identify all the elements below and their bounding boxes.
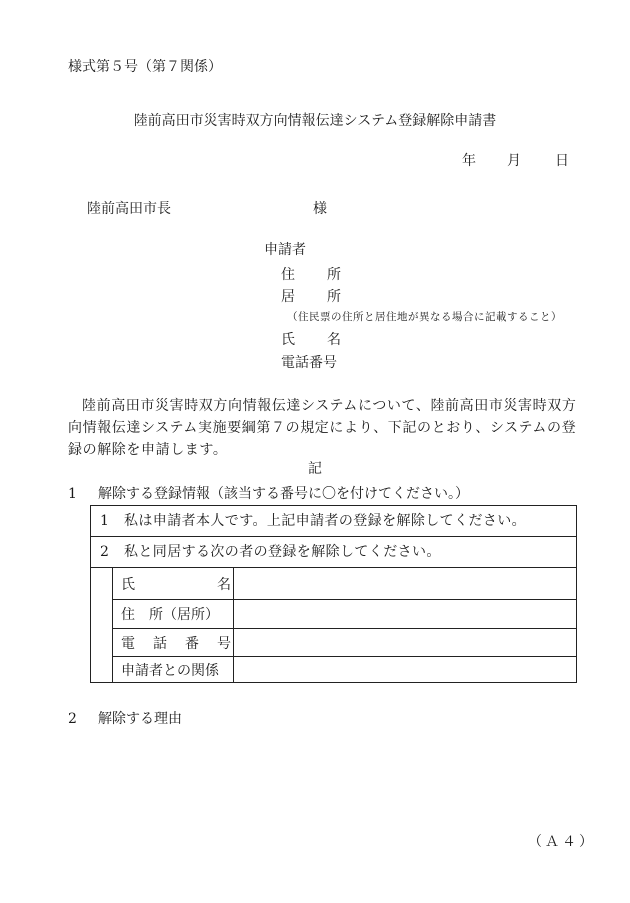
table-row-address	[113, 599, 577, 628]
applicant-name-label-1: 氏	[281, 332, 295, 348]
registration-info-box	[90, 505, 577, 683]
applicant-address-label-1: 住	[281, 267, 295, 283]
relationship-label-text: 申請者との関係	[121, 663, 219, 679]
applicant-label: 申請者	[264, 242, 306, 258]
applicant-phone-label: 電話番号	[281, 355, 337, 371]
option-2-number: 2	[100, 544, 110, 560]
phone-label-char-4: 号	[217, 635, 231, 652]
phone-label-char-1: 電	[121, 635, 135, 652]
option-1-row[interactable]	[91, 506, 576, 537]
name-field[interactable]	[233, 568, 577, 599]
relationship-label	[121, 657, 231, 683]
table-row-phone	[113, 628, 577, 656]
address-field[interactable]	[233, 600, 577, 628]
date-day-label: 日	[555, 153, 569, 169]
section-2-number: 2	[68, 711, 77, 727]
phone-label	[121, 629, 231, 656]
option-2-row[interactable]	[91, 537, 576, 568]
date-year-label: 年	[462, 153, 476, 169]
address-label-text: 住 所（居所）	[121, 607, 219, 623]
phone-field[interactable]	[233, 629, 577, 656]
name-label-char-2: 名	[217, 576, 231, 593]
option-2-text: 私と同居する次の者の登録を解除してください。	[124, 544, 441, 560]
household-member-table	[112, 568, 577, 683]
relationship-field[interactable]	[233, 657, 577, 683]
addressee: 陸前高田市長	[87, 201, 171, 217]
section-1-number: 1	[68, 486, 77, 502]
table-row-relationship	[113, 656, 577, 683]
option-1-text: 私は申請者本人です。上記申請者の登録を解除してください。	[124, 513, 527, 529]
phone-label-char-3: 番	[185, 635, 199, 652]
applicant-residence-label-1: 居	[281, 289, 295, 305]
paper-size-label: （Ａ４）	[528, 834, 596, 850]
request-body-text: 陸前高田市災害時双方向情報伝達システムについて、陸前高田市災害時双方向情報伝達システム実施要綱第７の規定により、下記のとおり、システムの登録の解除を申請します。	[68, 398, 577, 458]
form-number: 様式第５号（第７関係）	[68, 59, 222, 75]
section-2-title: 解除する理由	[98, 711, 182, 727]
section-2-heading	[68, 712, 182, 726]
ki-heading: 記	[308, 461, 322, 477]
honorific: 様	[313, 201, 327, 217]
section-1-heading	[68, 487, 469, 501]
date-month-label: 月	[507, 153, 521, 169]
document-title: 陸前高田市災害時双方向情報伝達システム登録解除申請書	[133, 113, 497, 129]
residence-note: （住民票の住所と居住地が異なる場合に記載すること）	[287, 311, 562, 323]
applicant-name-label-2: 名	[327, 332, 341, 348]
applicant-residence-label-2: 所	[327, 289, 341, 305]
name-label-char-1: 氏	[121, 576, 135, 593]
address-label	[121, 600, 231, 628]
table-row-name	[113, 568, 577, 599]
phone-label-char-2: 話	[153, 635, 167, 652]
name-label	[121, 568, 231, 599]
section-1-title: 解除する登録情報（該当する番号に〇を付けてください。）	[98, 486, 469, 502]
applicant-address-label-2: 所	[327, 267, 341, 283]
option-1-number: 1	[100, 513, 110, 529]
